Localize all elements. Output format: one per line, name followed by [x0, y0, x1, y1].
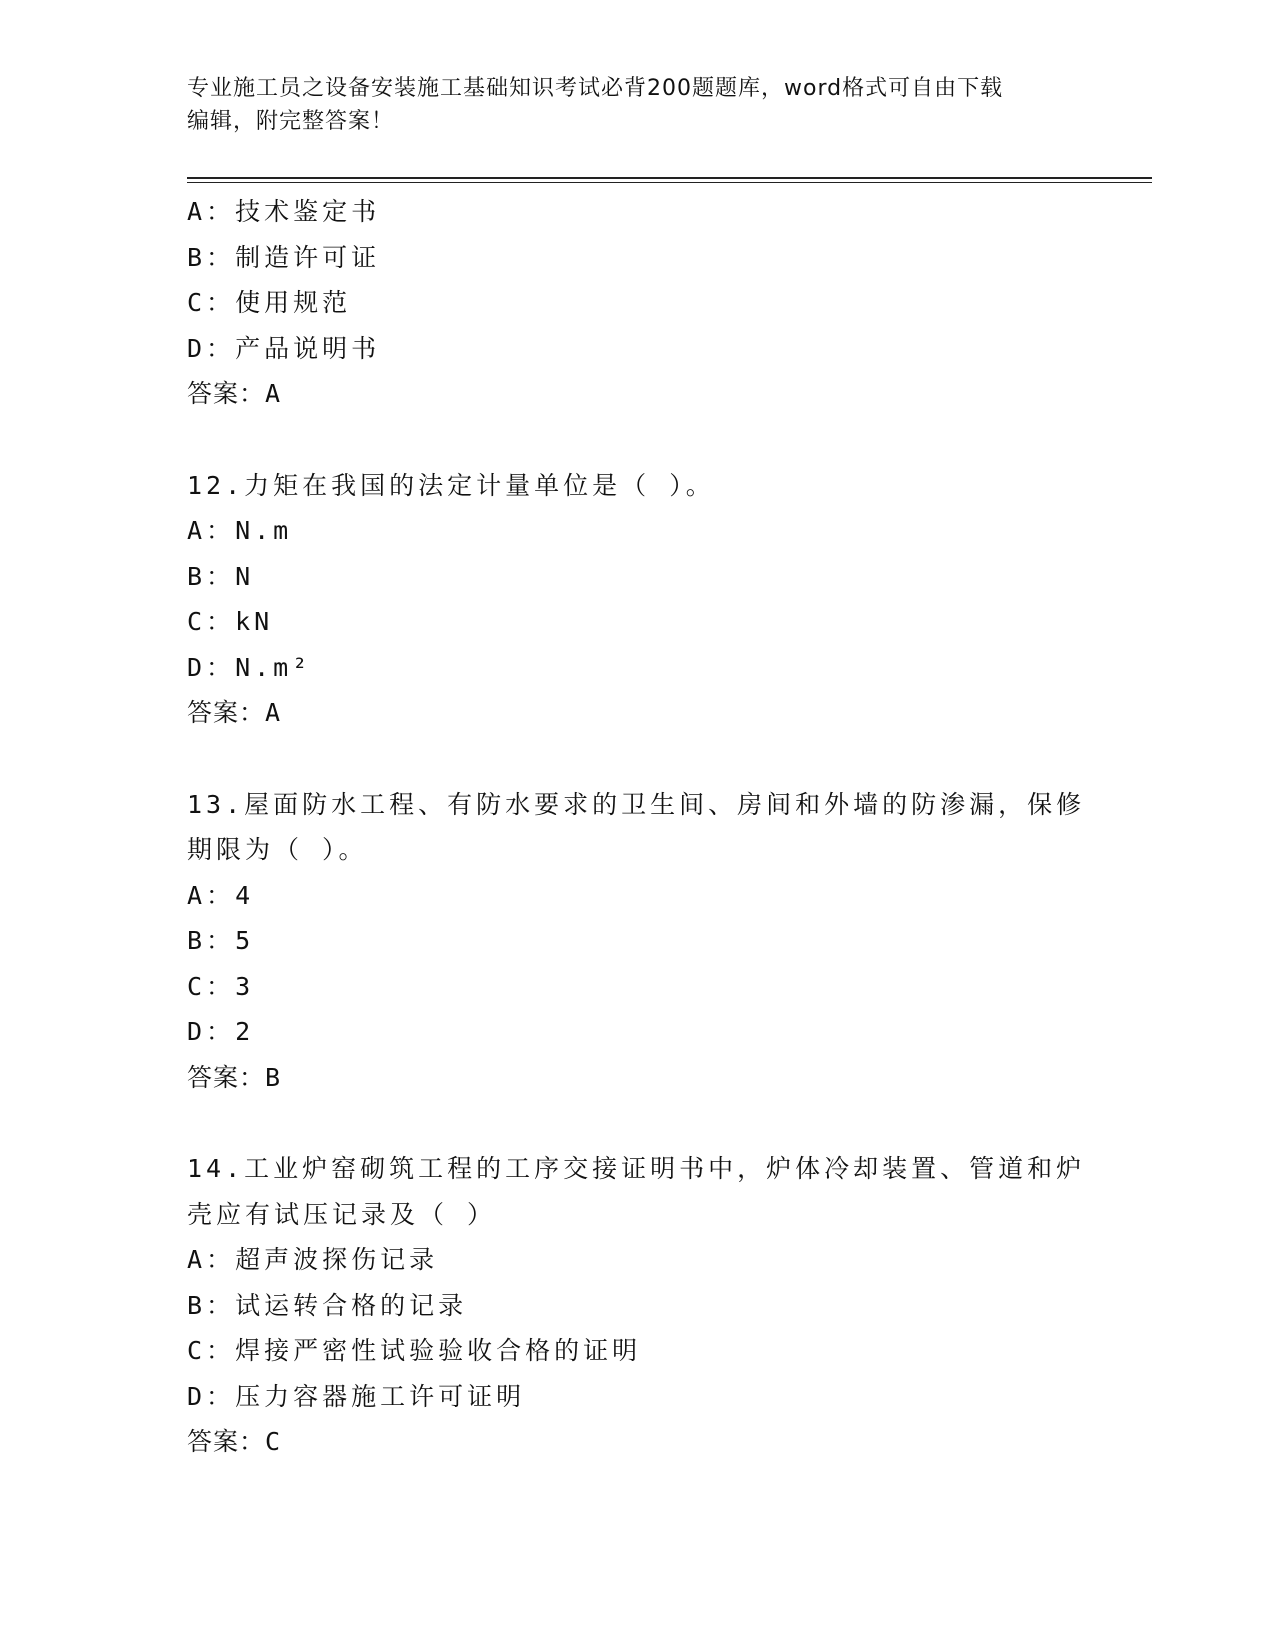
spacer	[187, 1100, 1087, 1146]
option-c	[187, 1328, 1087, 1374]
option-label: B：	[187, 561, 236, 591]
option-label: A：	[187, 516, 236, 545]
answer-value: C	[265, 1427, 282, 1456]
option-text: 5	[235, 926, 255, 955]
option-text: N	[235, 561, 255, 591]
option-label: C：	[187, 607, 236, 636]
option-b	[187, 918, 1087, 964]
option-b	[187, 554, 1087, 600]
answer-value: B	[265, 1062, 282, 1092]
option-label: C：	[187, 288, 236, 317]
answer-label: 答案：	[187, 1427, 266, 1456]
option-a	[187, 873, 1087, 919]
option-text: kN	[235, 607, 274, 636]
option-a	[187, 508, 1087, 554]
option-label: C：	[187, 1336, 236, 1365]
answer-line	[187, 1055, 1087, 1101]
option-label: B：	[187, 926, 236, 955]
question-title: 12.力矩在我国的法定计量单位是（ ）。	[187, 470, 715, 500]
question-list	[187, 189, 1087, 1465]
spacer	[187, 417, 1087, 463]
question-title-line-2: 期限为（ ）。	[187, 835, 368, 864]
option-text: 使用规范	[235, 288, 352, 317]
option-text: 焊接严密性试验验收合格的证明	[235, 1336, 642, 1365]
option-label: D：	[187, 1381, 236, 1411]
answer-line	[187, 1419, 1087, 1465]
answer-value: A	[265, 698, 282, 727]
option-d	[187, 1009, 1087, 1055]
answer-label: 答案：	[187, 1062, 266, 1092]
option-label: D：	[187, 652, 236, 682]
option-a	[187, 189, 1087, 235]
answer-label: 答案：	[187, 379, 266, 408]
question-title-line-2: 壳应有试压记录及（ ）	[187, 1199, 497, 1229]
option-label: A：	[187, 880, 236, 910]
option-label: B：	[187, 1290, 236, 1320]
header-divider-thick	[187, 177, 1152, 179]
option-text: 4	[235, 880, 255, 910]
option-b	[187, 1283, 1087, 1329]
option-text: 3	[235, 971, 255, 1001]
option-text: 制造许可证	[235, 242, 381, 272]
option-d	[187, 1374, 1087, 1420]
option-c	[187, 964, 1087, 1010]
option-label: D：	[187, 333, 236, 363]
answer-line	[187, 371, 1087, 417]
answer-line	[187, 690, 1087, 736]
question-title-line-1: 14.工业炉窑砌筑工程的工序交接证明书中，炉体冷却装置、管道和炉	[187, 1154, 1086, 1183]
partial-question	[187, 189, 1087, 417]
option-text: N.m²	[235, 652, 312, 682]
option-label: D：	[187, 1017, 236, 1046]
question-title-line-1: 13.屋面防水工程、有防水要求的卫生间、房间和外墙的防渗漏，保修	[187, 789, 1086, 819]
option-d	[187, 326, 1087, 372]
answer-label: 答案：	[187, 698, 266, 727]
option-text: N.m	[235, 516, 293, 545]
option-text: 产品说明书	[235, 333, 381, 363]
option-text: 超声波探伤记录	[235, 1245, 439, 1274]
header-title-line-2: 编辑，附完整答案！	[187, 109, 395, 134]
option-label: A：	[187, 197, 236, 226]
option-b	[187, 235, 1087, 281]
option-label: A：	[187, 1245, 236, 1274]
option-label: B：	[187, 242, 236, 272]
header-title-line-1: 专业施工员之设备安装施工基础知识考试必背200题题库，word格式可自由下载	[187, 76, 1004, 101]
answer-value: A	[265, 379, 282, 408]
question-14	[187, 1146, 1087, 1465]
option-text: 压力容器施工许可证明	[235, 1381, 526, 1411]
option-c	[187, 599, 1087, 645]
option-label: C：	[187, 971, 236, 1001]
option-text: 2	[235, 1017, 255, 1046]
option-a	[187, 1237, 1087, 1283]
spacer	[187, 736, 1087, 782]
header-divider-thin	[187, 182, 1152, 183]
option-c	[187, 280, 1087, 326]
document-header	[187, 72, 1087, 138]
question-12	[187, 463, 1087, 736]
option-d	[187, 645, 1087, 691]
option-text: 试运转合格的记录	[235, 1290, 468, 1320]
question-13	[187, 782, 1087, 1101]
option-text: 技术鉴定书	[235, 197, 381, 226]
